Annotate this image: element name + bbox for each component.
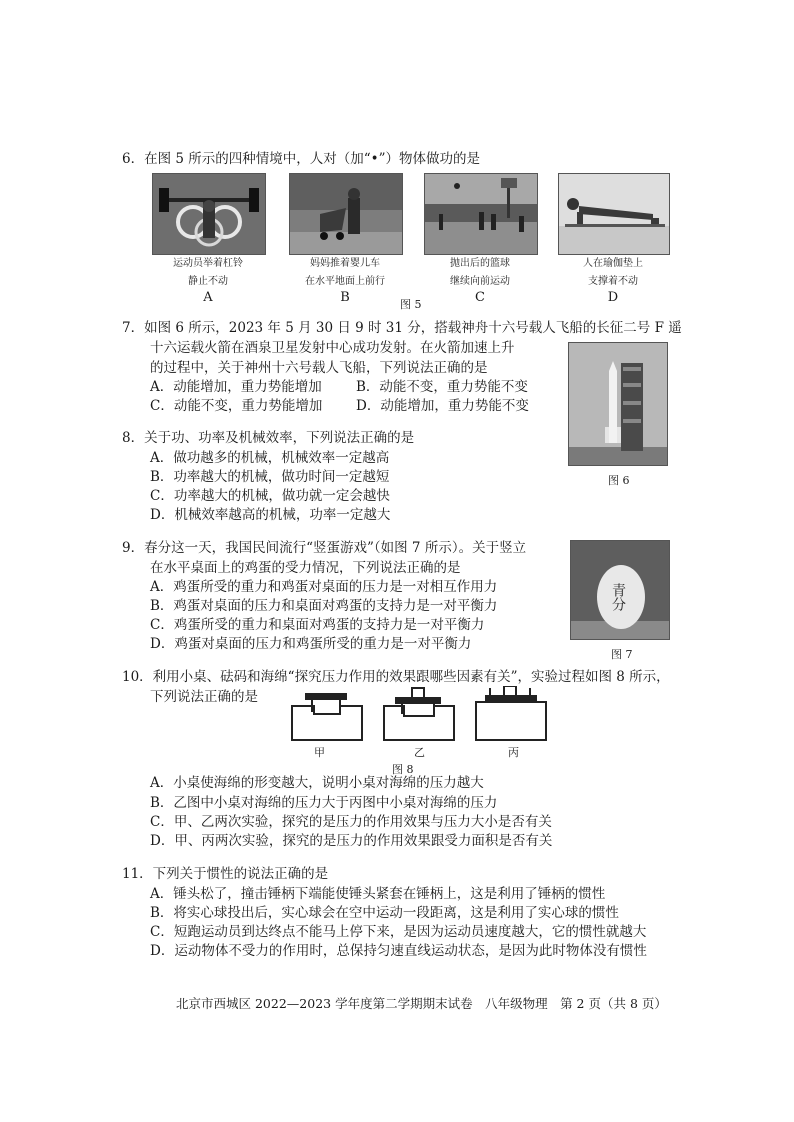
q8-option-c: C．功率越大的机械，做功就一定会越快 bbox=[150, 488, 390, 504]
plank-icon bbox=[559, 174, 669, 254]
table-sponge-diagram bbox=[290, 686, 550, 746]
q10-option-a: A．小桌使海绵的形变越大，说明小桌对海绵的压力越大 bbox=[150, 775, 484, 791]
option-c-caption-2: 继续向前运动 bbox=[450, 276, 510, 287]
q7-option-a: A．动能增加，重力势能增加 bbox=[150, 379, 322, 395]
q10-line-1: 10．利用小桌、砝码和海绵“探究压力作用的效果跟哪些因素有关”，实验过程如图 8 所示， bbox=[122, 669, 670, 685]
setup-bing bbox=[476, 686, 546, 740]
option-c-caption-1: 抛出后的篮球 bbox=[450, 258, 510, 269]
q7-line-2: 十六运载火箭在酒泉卫星发射中心成功发射。在火箭加速上升 bbox=[150, 340, 515, 356]
q9-option-d: D．鸡蛋对桌面的压力和鸡蛋所受的重力是一对平衡力 bbox=[150, 636, 472, 652]
page-footer: 北京市西城区 2022—2023 学年度第二学期期末试卷 八年级物理 第 2 页（共 8 页） bbox=[176, 996, 667, 1011]
q11-stem: 11．下列关于惯性的说法正确的是 bbox=[122, 866, 329, 882]
q8-option-d: D．机械效率越高的机械，功率一定越大 bbox=[150, 507, 391, 523]
q11-option-a: A．锤头松了，撞击锤柄下端能使锤头紧套在锤柄上，这是利用了锤柄的惯性 bbox=[150, 886, 606, 902]
rocket-icon bbox=[569, 343, 667, 465]
label-bing: 丙 bbox=[508, 746, 519, 759]
q7-line-1: 7．如图 6 所示，2023 年 5 月 30 日 9 时 31 分，搭载神舟十六号载人飞船的长征二号 F 遥 bbox=[122, 320, 682, 336]
setup-yi bbox=[384, 688, 454, 740]
weightlifter-photo bbox=[152, 173, 266, 255]
q7-option-b: B．动能不变，重力势能不变 bbox=[356, 379, 528, 395]
figure-8-diagram bbox=[290, 686, 550, 746]
q8-option-b: B．功率越大的机械，做功时间一定越短 bbox=[150, 469, 390, 485]
stroller-photo bbox=[289, 173, 403, 255]
basketball-icon bbox=[425, 174, 537, 254]
q9-line-2: 在水平桌面上的鸡蛋的受力情况，下列说法正确的是 bbox=[150, 560, 461, 576]
q11-option-b: B．将实心球投出后，实心球会在空中运动一段距离，这是利用了实心球的惯性 bbox=[150, 905, 619, 921]
figure-6-label: 图 6 bbox=[608, 474, 630, 487]
stroller-icon bbox=[290, 174, 402, 254]
q9-line-1: 9．春分这一天，我国民间流行“竖蛋游戏”（如图 7 所示）。关于竖立 bbox=[122, 540, 527, 556]
option-a-caption-1: 运动员举着杠铃 bbox=[173, 258, 243, 269]
q8-option-a: A．做功越多的机械，机械效率一定越高 bbox=[150, 450, 390, 466]
q11-option-c: C．短跑运动员到达终点不能马上停下来，是因为运动员速度越大，它的惯性就越大 bbox=[150, 924, 647, 940]
q9-option-b: B．鸡蛋对桌面的压力和桌面对鸡蛋的支持力是一对平衡力 bbox=[150, 598, 498, 614]
option-b-caption-2: 在水平地面上前行 bbox=[305, 276, 385, 287]
q10-option-b: B．乙图中小桌对海绵的压力大于丙图中小桌对海绵的压力 bbox=[150, 795, 498, 811]
figure-5-label: 图 5 bbox=[400, 298, 422, 311]
label-yi: 乙 bbox=[414, 746, 425, 759]
q7-option-d: D．动能增加，重力势能不变 bbox=[356, 398, 529, 414]
q10-option-d: D．甲、丙两次实验，探究的是压力的作用效果跟受力面积是否有关 bbox=[150, 833, 553, 849]
figure-7-label: 图 7 bbox=[611, 648, 633, 661]
option-b-caption-1: 妈妈推着婴儿车 bbox=[310, 258, 380, 269]
weightlifter-icon bbox=[153, 174, 265, 254]
egg-text: 青分 bbox=[610, 583, 626, 611]
q8-stem: 8．关于功、功率及机械效率，下列说法正确的是 bbox=[122, 430, 415, 446]
q7-line-3: 的过程中，关于神州十六号载人飞船，下列说法正确的是 bbox=[150, 360, 488, 376]
q10-line-2: 下列说法正确的是 bbox=[150, 689, 258, 705]
q7-option-c: C．动能不变，重力势能增加 bbox=[150, 398, 323, 414]
option-c-letter: C bbox=[475, 290, 485, 305]
yoga-photo bbox=[558, 173, 670, 255]
q6-stem: 6．在图 5 所示的四种情境中，人对（加“•”）物体做功的是 bbox=[122, 151, 481, 167]
option-d-caption-2: 支撑着不动 bbox=[588, 276, 638, 287]
figure-8-label: 图 8 bbox=[392, 763, 414, 776]
rocket-photo bbox=[568, 342, 668, 466]
option-a-letter: A bbox=[203, 290, 213, 305]
basketball-photo bbox=[424, 173, 538, 255]
option-d-letter: D bbox=[607, 290, 619, 305]
setup-jia bbox=[292, 694, 362, 740]
option-b-letter: B bbox=[340, 290, 350, 305]
egg-photo bbox=[570, 540, 670, 640]
option-a-caption-2: 静止不动 bbox=[188, 276, 228, 287]
q9-option-c: C．鸡蛋所受的重力和桌面对鸡蛋的支持力是一对平衡力 bbox=[150, 617, 485, 633]
q10-option-c: C．甲、乙两次实验，探究的是压力的作用效果与压力大小是否有关 bbox=[150, 814, 552, 830]
label-jia: 甲 bbox=[314, 746, 325, 759]
q11-option-d: D．运动物体不受力的作用时，总保持匀速直线运动状态，是因为此时物体没有惯性 bbox=[150, 943, 647, 959]
option-d-caption-1: 人在瑜伽垫上 bbox=[583, 258, 643, 269]
q9-option-a: A．鸡蛋所受的重力和鸡蛋对桌面的压力是一对相互作用力 bbox=[150, 579, 498, 595]
